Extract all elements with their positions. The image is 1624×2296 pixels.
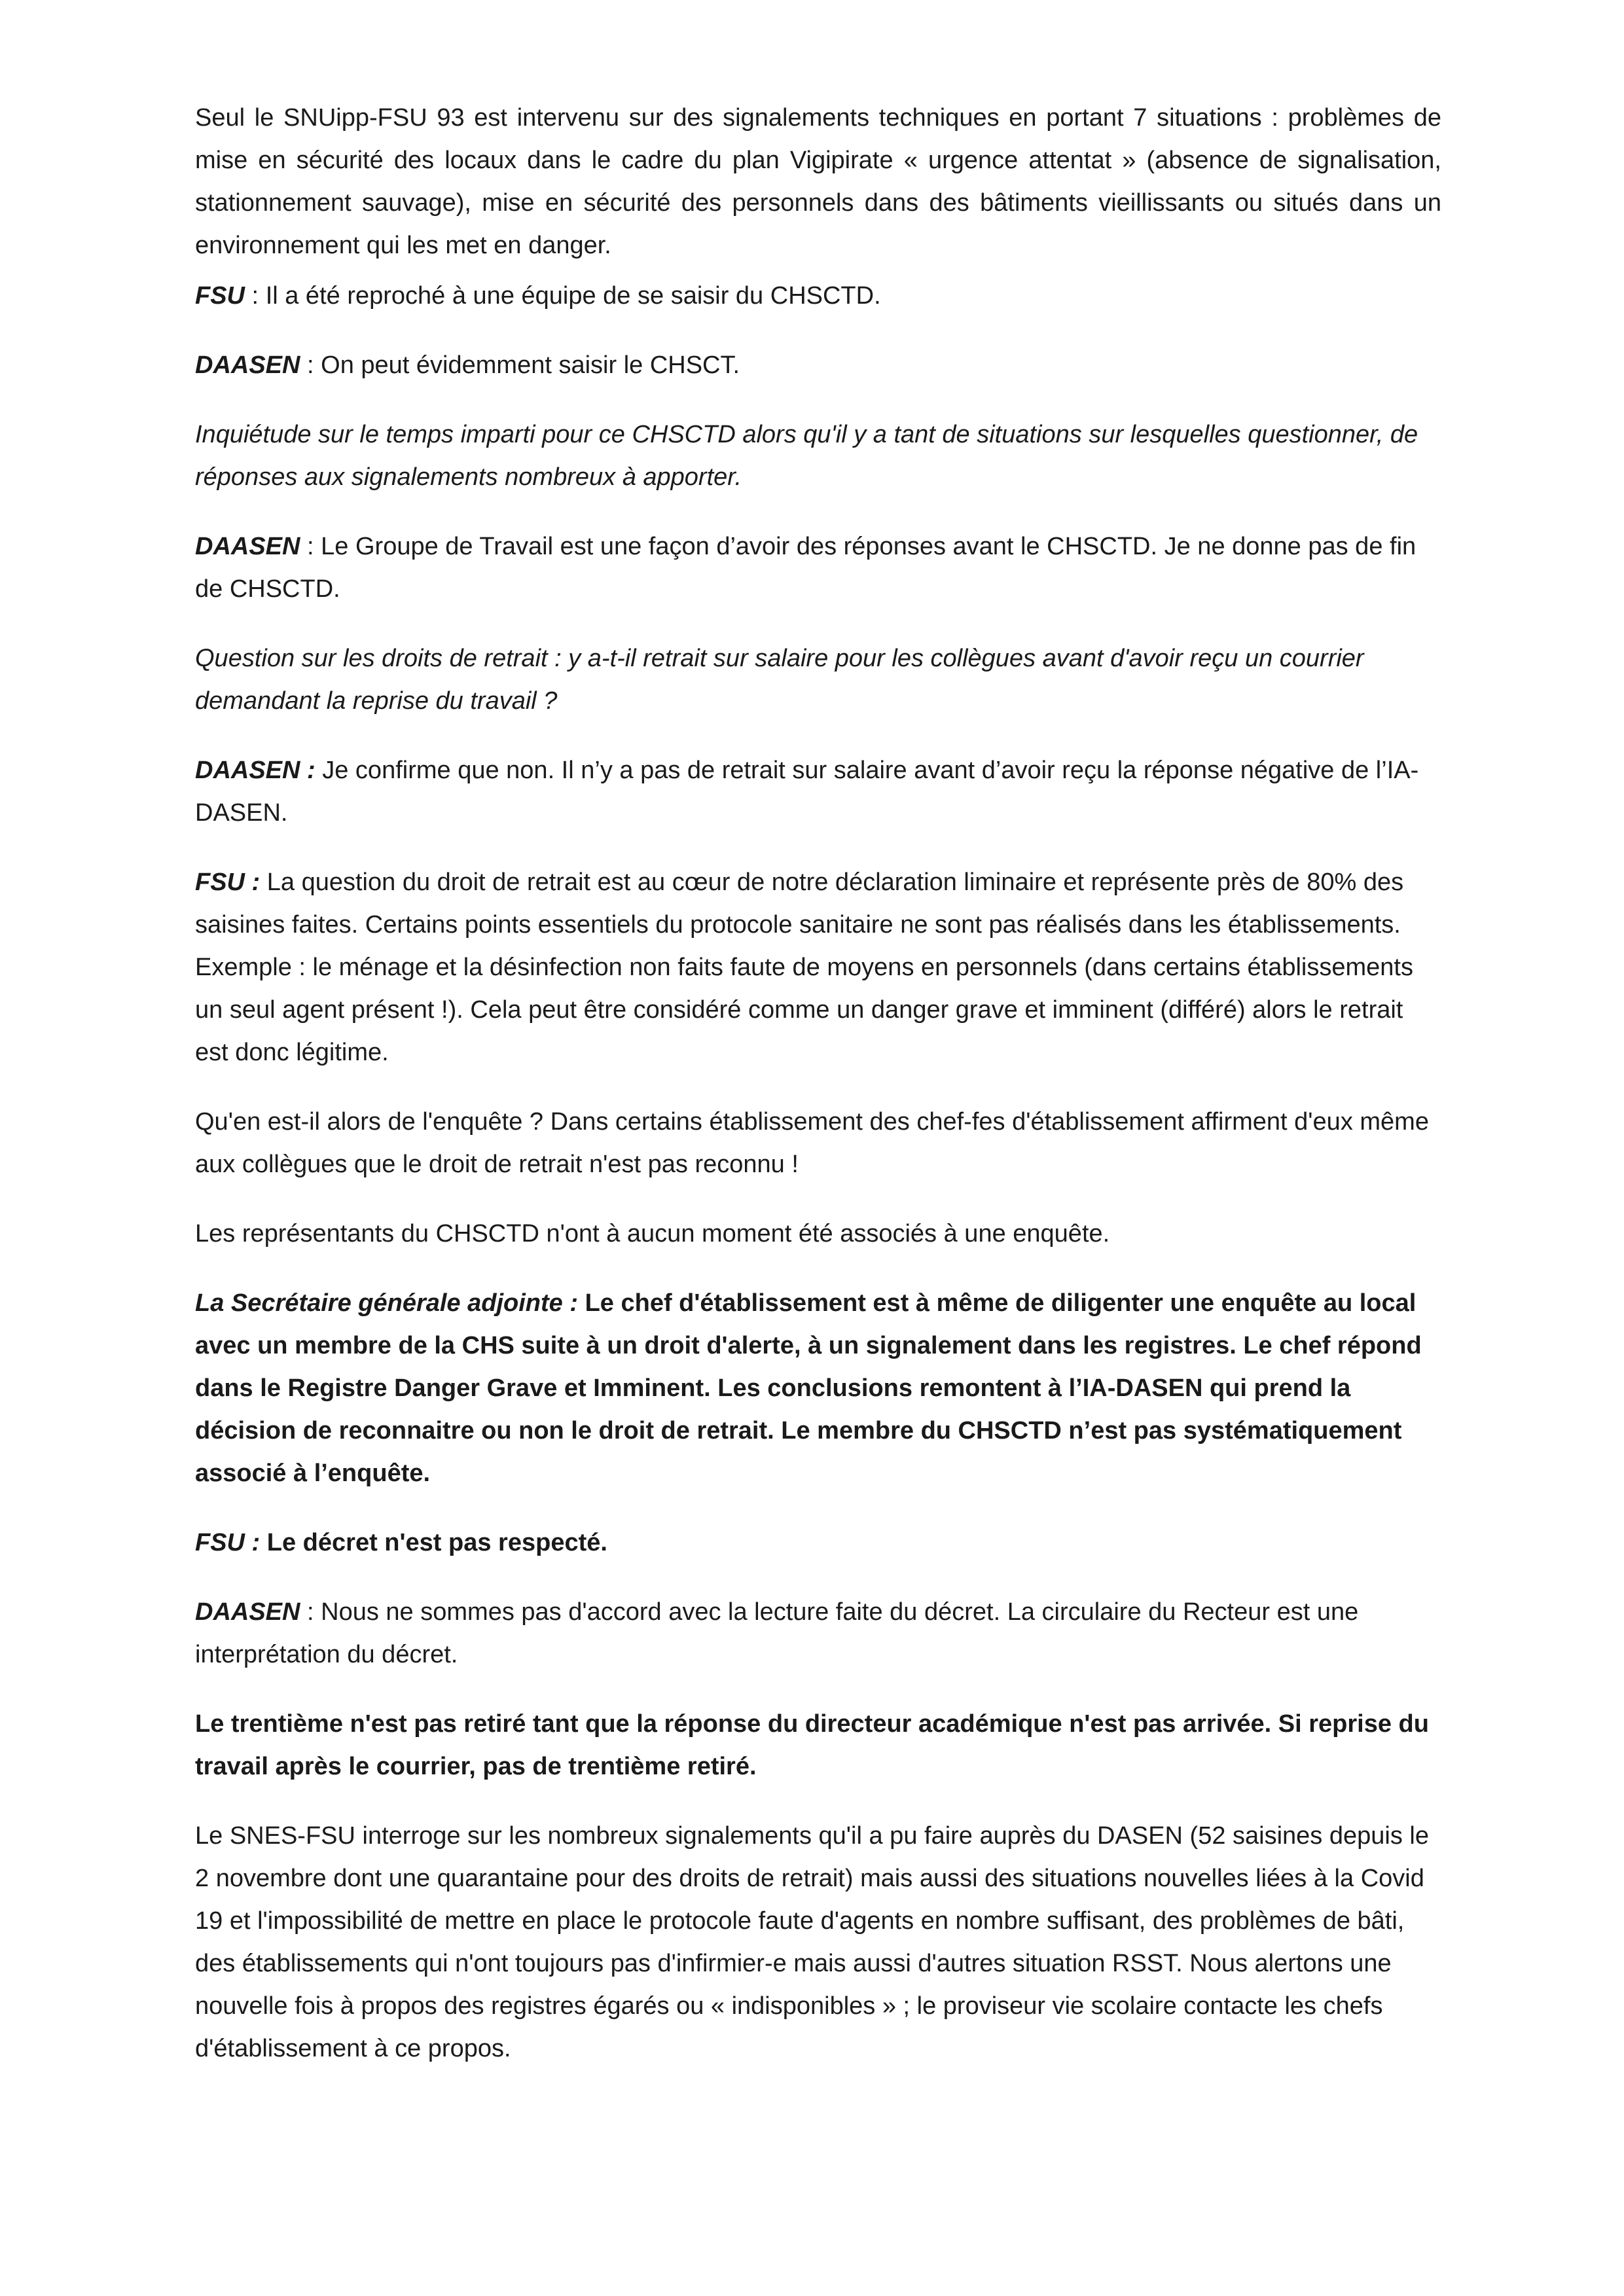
paragraph-snuipp-signalements: Seul le SNUipp-FSU 93 est intervenu sur des signalements techniques en portant 7 situations : problèmes de mise en sécurité des locaux dans le cadre du plan Vigipirate « urgence attentat » (absence de signalisation, stationnement sauvage), mise en sécurité des personnels dans des bâtiments vieillissants ou situés dans un environnement qui les met en danger. [195, 104, 1441, 259]
speaker-label: DAASEN [195, 1598, 300, 1626]
speaker-label: DAASEN [195, 351, 300, 379]
speaker-separator: : [245, 282, 266, 310]
paragraph-fsu-droit-retrait [195, 861, 1441, 1074]
paragraph-inquietude: Inquiétude sur le temps imparti pour ce CHSCTD alors qu'il y a tant de situations sur lesquelles questionner, de réponses aux signalements nombreux à apporter. [195, 421, 1418, 491]
speaker-separator: : [300, 533, 321, 560]
paragraph-snes-fsu: Le SNES-FSU interroge sur les nombreux signalements qu'il a pu faire auprès du DASEN (52 saisines depuis le 2 novembre dont une quarantaine pour des droits de retrait) mais aussi des situations nouvelles liées à la Covid 19 et l'impossibilité de mettre en place le protocole faute d'agents en nombre suffisant, des problèmes de bâti, des établissements qui n'ont toujours pas d'infirmier-e mais aussi d'autres situation RSST. Nous alertons une nouvelle fois à propos des registres égarés ou « indisponibles » ; le proviseur vie scolaire contacte les chefs d'établissement à ce propos. [195, 1822, 1429, 2062]
paragraph-text: Le chef d'établissement est à même de diligenter une enquête au local avec un membre de la CHS suite à un droit d'alerte, à un signalement dans les registres. Le chef répond dans le Registre Danger Grave et Imminent. Les conclusions remontent à l’IA-DASEN qui prend la décision de reconnaitre ou non le droit de retrait. Le membre du CHSCTD n’est pas systématiquement associé à l’enquête. [195, 1289, 1422, 1487]
paragraph-text: Le décret n'est pas respecté. [260, 1529, 607, 1556]
speaker-separator: : [300, 351, 321, 379]
paragraph-text-sep: : [300, 1598, 321, 1626]
paragraph-question-droits-retrait: Question sur les droits de retrait : y a-t-il retrait sur salaire pour les collègues avant d'avoir reçu un courrier demandant la reprise du travail ? [195, 645, 1364, 715]
speaker-label: DAASEN : [195, 757, 316, 784]
paragraph-text: La question du droit de retrait est au cœur de notre déclaration liminaire et représente près de 80% des saisines faites. Certains points essentiels du protocole sanitaire ne sont pas réalisés dans les établissements. Exemple : le ménage et la désinfection non faits faute de moyens en personnels (dans certains établissements un seul agent présent !). Cela peut être considéré comme un danger grave et imminent (différé) alors le retrait est donc légitime. [195, 869, 1413, 1066]
paragraph-daasen-saisir [195, 344, 1441, 387]
paragraph-text: Le Groupe de Travail est une façon d’avoir des réponses avant le CHSCTD. Je ne donne pas de fin de CHSCTD. [195, 533, 1416, 603]
paragraph-secretaire-generale [195, 1282, 1441, 1495]
paragraph-text: Il a été reproché à une équipe de se saisir du CHSCTD. [265, 282, 881, 310]
paragraph-text: Je confirme que non. Il n’y a pas de retrait sur salaire avant d’avoir reçu la réponse négative de l’IA-DASEN. [195, 757, 1419, 827]
paragraph-daasen-confirme [195, 749, 1441, 834]
speaker-label: FSU : [195, 1529, 261, 1556]
paragraph-fsu-reproche [195, 275, 1441, 317]
speaker-label: FSU : [195, 869, 261, 896]
paragraph-text: On peut évidemment saisir le CHSCT. [321, 351, 740, 379]
speaker-label: FSU [195, 282, 245, 310]
paragraph-daasen-groupe-travail [195, 526, 1441, 611]
paragraph-fsu-decret [195, 1522, 1441, 1564]
paragraph-daasen-decret [195, 1591, 1441, 1676]
paragraph-enquete: Qu'en est-il alors de l'enquête ? Dans certains établissement des chef-fes d'établissement affirment d'eux même aux collègues que le droit de retrait n'est pas reconnu ! [195, 1108, 1429, 1178]
speaker-label: DAASEN [195, 533, 300, 560]
paragraph-text: Nous ne sommes pas d'accord avec la lecture faite du décret. La circulaire du Recteur est une interprétation du décret. [195, 1598, 1359, 1668]
speaker-label: La Secrétaire générale adjointe : [195, 1289, 579, 1317]
paragraph-trentieme: Le trentième n'est pas retiré tant que la réponse du directeur académique n'est pas arrivée. Si reprise du travail après le courrier, pas de trentième retiré. [195, 1710, 1429, 1780]
document-body [195, 97, 1441, 2097]
paragraph-representants: Les représentants du CHSCTD n'ont à aucun moment été associés à une enquête. [195, 1220, 1110, 1247]
